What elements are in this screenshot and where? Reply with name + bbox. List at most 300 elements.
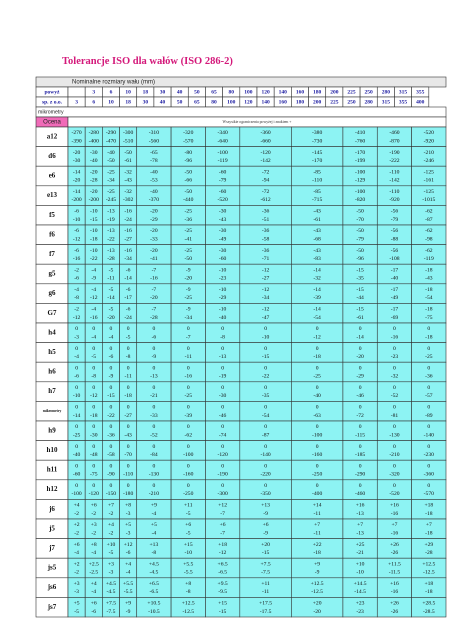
lower-deviation: -440	[183, 197, 194, 204]
lower-deviation: -90	[107, 471, 115, 478]
upper-deviation: +5	[150, 522, 157, 529]
upper-deviation: 0	[126, 345, 130, 352]
upper-deviation: 0	[186, 463, 190, 470]
range-over-value: 355	[416, 89, 425, 96]
upper-deviation: 0	[109, 365, 113, 372]
upper-deviation: -10	[90, 208, 98, 215]
lower-deviation: -18	[425, 589, 433, 596]
lower-deviation: -16	[390, 589, 399, 596]
lower-deviation: -210	[389, 451, 400, 458]
upto-label: sp. z o.o.	[41, 99, 63, 106]
upper-deviation: +4	[107, 522, 114, 529]
upper-deviation: -10	[218, 306, 227, 313]
lower-deviation: -54	[313, 314, 321, 321]
lower-deviation: -140	[423, 432, 434, 439]
upper-deviation: -62	[425, 208, 433, 215]
lower-deviation: -36	[184, 216, 193, 223]
upper-deviation: -32	[124, 169, 132, 176]
upper-deviation: 0	[152, 463, 156, 470]
lower-deviation: -15	[107, 393, 115, 400]
lower-deviation: -25	[313, 373, 321, 380]
range-upto-value: 355	[398, 99, 408, 106]
lower-deviation: -28.5	[422, 608, 435, 615]
upper-deviation: +26	[390, 600, 399, 607]
upper-deviation: -50	[356, 247, 364, 254]
lower-deviation: -9.5	[218, 589, 228, 596]
upper-deviation: +14.5	[353, 580, 367, 587]
upper-deviation: 0	[358, 404, 362, 411]
grade-label: f5	[49, 210, 55, 219]
lower-deviation: -53	[150, 177, 158, 184]
range-upto-value: 65	[194, 99, 200, 106]
grade-label: g6	[48, 289, 56, 298]
lower-deviation: -302	[123, 197, 134, 204]
grade-label: d6	[48, 152, 56, 161]
lower-deviation: -51	[261, 216, 270, 223]
upper-deviation: 0	[264, 345, 267, 352]
lower-deviation: -30	[72, 157, 81, 164]
upper-deviation: 0	[221, 463, 225, 470]
lower-deviation: -9	[263, 510, 268, 517]
lower-deviation: -142	[260, 157, 271, 164]
lower-deviation: -29	[150, 216, 158, 223]
upper-deviation: -50	[124, 149, 132, 156]
lower-deviation: -23	[356, 608, 364, 615]
upper-deviation: -7	[151, 267, 157, 274]
lower-deviation: -50	[184, 255, 193, 262]
upper-deviation: -30	[218, 208, 227, 215]
grade-label: G7	[47, 308, 57, 317]
grade-label: j6	[49, 504, 55, 513]
upper-deviation: 0	[393, 345, 396, 352]
upper-deviation: +9.5	[217, 580, 228, 587]
upper-deviation: 0	[221, 326, 225, 333]
upper-deviation: 0	[75, 443, 78, 450]
upper-deviation: 0	[393, 463, 396, 470]
upper-deviation: +12	[218, 502, 228, 509]
upper-deviation: 0	[126, 443, 130, 450]
upper-deviation: +2	[73, 522, 80, 529]
lower-deviation: -100	[71, 491, 82, 498]
upper-deviation: 0	[126, 384, 130, 391]
upper-deviation: -210	[423, 149, 434, 156]
upper-deviation: -520	[423, 130, 434, 137]
lower-deviation: -15	[261, 353, 270, 360]
upper-deviation: -7	[151, 286, 157, 293]
lower-deviation: -25	[184, 393, 193, 400]
range-upto-value: 225	[330, 99, 339, 106]
upper-deviation: +8	[125, 502, 132, 509]
lower-deviation: -34	[124, 255, 132, 262]
lower-deviation: -12.5	[311, 589, 323, 596]
grade-label: f6	[49, 230, 55, 239]
upper-deviation: -32	[124, 188, 132, 195]
lower-deviation: -4	[91, 549, 97, 556]
range-over-value: 225	[347, 89, 356, 96]
over-label: powyż	[44, 89, 60, 96]
lower-deviation: -9	[125, 608, 131, 615]
lower-deviation: -58	[107, 451, 115, 458]
lower-deviation: -120	[88, 491, 99, 498]
lower-deviation: -1015	[422, 197, 436, 204]
upper-deviation: -9	[185, 267, 191, 274]
lower-deviation: -84	[150, 451, 158, 458]
range-upto-value: 50	[176, 99, 183, 106]
upper-deviation: 0	[264, 463, 267, 470]
lower-deviation: -520	[217, 197, 228, 204]
upper-deviation: 0	[152, 345, 156, 352]
lower-deviation: -2	[74, 569, 79, 576]
lower-deviation: -66	[184, 177, 193, 184]
upper-deviation: -5	[108, 267, 114, 274]
grade-label: g5	[48, 269, 56, 278]
lower-deviation: -9	[108, 373, 114, 380]
grade-label: e6	[48, 171, 56, 180]
range-over-value: 280	[381, 89, 390, 96]
lower-deviation: -27	[261, 275, 270, 282]
upper-deviation: 0	[75, 384, 78, 391]
lower-deviation: -16	[72, 255, 81, 262]
lower-deviation: -60	[218, 255, 227, 262]
range-upto-value: 200	[313, 99, 322, 106]
lower-deviation: -22	[107, 412, 115, 419]
upper-deviation: 0	[92, 345, 96, 352]
lower-deviation: -108	[389, 255, 400, 262]
upper-deviation: 0	[109, 404, 113, 411]
upper-deviation: 0	[427, 463, 431, 470]
upper-deviation: +15	[183, 541, 193, 548]
upper-deviation: 0	[186, 443, 190, 450]
range-over-value: 40	[176, 89, 183, 96]
upper-deviation: +2.5	[88, 561, 99, 568]
lower-deviation: -11	[313, 530, 321, 537]
lower-deviation: -12	[218, 549, 227, 556]
upper-deviation: 0	[393, 326, 396, 333]
upper-deviation: -6	[125, 267, 131, 274]
lower-deviation: -68	[313, 236, 321, 243]
lower-deviation: -40	[72, 451, 81, 458]
lower-deviation: -4.5	[106, 589, 116, 596]
lower-deviation: -320	[389, 471, 400, 478]
upper-deviation: +7.5	[105, 600, 117, 607]
upper-deviation: -100	[354, 188, 366, 195]
upper-deviation: +4	[90, 580, 97, 587]
document-title: Tolerancje ISO dla wałów (ISO 286-2)	[62, 56, 233, 67]
upper-deviation: 0	[92, 463, 96, 470]
lower-deviation: -24	[124, 314, 132, 321]
upper-deviation: -36	[261, 247, 270, 254]
upper-deviation: 0	[427, 365, 431, 372]
upper-deviation: 0	[427, 443, 431, 450]
lower-deviation: -10	[72, 393, 81, 400]
upper-deviation: +7	[425, 522, 432, 529]
lower-deviation: -5	[185, 510, 191, 517]
upper-deviation: 0	[315, 345, 319, 352]
upper-deviation: 0	[75, 424, 78, 431]
upper-deviation: +17.5	[259, 600, 273, 607]
upper-deviation: +6	[90, 600, 97, 607]
range-upto-value: 180	[295, 99, 305, 106]
upper-deviation: +5	[73, 600, 80, 607]
lower-deviation: -5	[91, 353, 97, 360]
lower-deviation: -14	[124, 275, 132, 282]
lower-deviation: -62	[184, 432, 193, 439]
lower-deviation: -27	[124, 236, 132, 243]
upper-deviation: +28.5	[422, 600, 436, 607]
upper-deviation: -30	[90, 149, 98, 156]
upper-deviation: 0	[109, 482, 113, 489]
lower-deviation: -17	[124, 295, 132, 302]
upper-deviation: -5	[108, 286, 114, 293]
upper-deviation: 0	[109, 463, 113, 470]
upper-deviation: 0	[315, 384, 319, 391]
lower-deviation: -18	[124, 393, 132, 400]
upper-deviation: 0	[358, 326, 362, 333]
upper-deviation: -15	[356, 286, 364, 293]
lower-deviation: -11	[124, 373, 132, 380]
upper-deviation: +6	[185, 522, 192, 529]
lower-deviation: -11	[313, 510, 321, 517]
upper-deviation: +9	[125, 600, 132, 607]
upper-deviation: +6.5	[148, 580, 159, 587]
upper-deviation: -16	[124, 247, 132, 254]
upper-deviation: +6	[90, 502, 97, 509]
upper-deviation: -17	[390, 306, 399, 313]
upper-deviation: +16	[390, 580, 399, 587]
upper-deviation: -40	[150, 188, 158, 195]
lower-deviation: -520	[389, 491, 400, 498]
upper-deviation: +5	[125, 522, 132, 529]
lower-deviation: -2	[91, 510, 97, 517]
lower-deviation: -20	[184, 275, 193, 282]
upper-deviation: -72	[261, 188, 270, 195]
upper-deviation: 0	[186, 345, 190, 352]
lower-deviation: -33	[150, 236, 158, 243]
range-upto-value: 3	[75, 99, 78, 106]
upper-deviation: -9	[185, 306, 191, 313]
lower-deviation: -79	[390, 216, 399, 223]
class-header-label: Ocena	[43, 119, 61, 126]
lower-deviation: -98	[425, 236, 433, 243]
upper-deviation: -15	[356, 267, 364, 274]
upper-deviation: -50	[184, 188, 193, 195]
lower-deviation: -61	[313, 216, 321, 223]
range-upto-value: 40	[159, 99, 166, 106]
lower-deviation: -161	[423, 177, 434, 184]
lower-deviation: -18	[425, 334, 433, 341]
lower-deviation: -74	[218, 432, 227, 439]
lower-deviation: -28	[425, 549, 433, 556]
lower-deviation: -820	[354, 197, 366, 204]
lower-deviation: -6.5	[149, 589, 159, 596]
lower-deviation: -4	[74, 353, 79, 360]
upper-deviation: +18	[424, 580, 434, 587]
units-row	[36, 107, 446, 117]
lower-deviation: -140	[260, 451, 271, 458]
lower-deviation: -34	[184, 314, 193, 321]
upper-deviation: +6.5	[217, 561, 228, 568]
range-over-value: 18	[142, 89, 149, 96]
upper-deviation: -20	[150, 208, 158, 215]
upper-deviation: -15	[356, 306, 364, 313]
upper-deviation: 0	[221, 345, 225, 352]
grade-label: h10	[46, 446, 58, 455]
upper-deviation: 0	[126, 482, 130, 489]
upper-deviation: -410	[354, 130, 366, 137]
upper-deviation: 0	[427, 482, 431, 489]
lower-deviation: -300	[217, 491, 228, 498]
lower-deviation: -63	[313, 412, 321, 419]
lower-deviation: -75	[425, 314, 433, 321]
upper-deviation: +15	[218, 600, 228, 607]
range-upto-value: 315	[381, 99, 390, 106]
lower-deviation: -39	[313, 295, 321, 302]
upper-deviation: -4	[91, 267, 97, 274]
upper-deviation: 0	[75, 326, 78, 333]
lower-deviation: -11	[107, 275, 115, 282]
grade-label: e13	[46, 191, 58, 200]
upper-deviation: -170	[354, 149, 366, 156]
lower-deviation: -43	[425, 275, 433, 282]
upper-deviation: -20	[150, 228, 158, 235]
upper-deviation: +26	[390, 541, 399, 548]
upper-deviation: -36	[261, 208, 270, 215]
lower-deviation: -58	[261, 236, 270, 243]
lower-deviation: -16	[390, 530, 399, 537]
upper-deviation: 0	[92, 384, 96, 391]
lower-deviation: -22	[107, 236, 115, 243]
upper-deviation: -14	[72, 188, 81, 195]
upper-deviation: -30	[218, 247, 227, 254]
lower-deviation: -40	[313, 393, 321, 400]
lower-deviation: -12	[90, 295, 98, 302]
upper-deviation: -2	[74, 267, 79, 274]
lower-deviation: -35	[261, 393, 270, 400]
upper-deviation: -40	[107, 149, 115, 156]
lower-deviation: -96	[356, 255, 364, 262]
lower-deviation: -94	[261, 177, 270, 184]
upper-deviation: 0	[264, 424, 267, 431]
upper-deviation: -12	[261, 267, 270, 274]
lower-deviation: -12	[313, 334, 321, 341]
lower-deviation: -760	[354, 138, 366, 145]
upper-deviation: -62	[425, 247, 433, 254]
upper-deviation: +18	[424, 502, 434, 509]
lower-deviation: -14	[72, 412, 81, 419]
lower-deviation: -10	[184, 549, 193, 556]
lower-deviation: -15	[261, 549, 270, 556]
lower-deviation: -222	[389, 157, 400, 164]
lower-deviation: -14	[356, 334, 364, 341]
lower-deviation: -210	[148, 491, 160, 498]
range-upto-value: 280	[364, 99, 373, 106]
grade-label: a12	[46, 132, 58, 141]
lower-deviation: -470	[105, 138, 117, 145]
lower-deviation: -81	[390, 412, 399, 419]
upper-deviation: -110	[389, 169, 400, 176]
lower-deviation: -10.5	[148, 608, 160, 615]
upper-deviation: +4.5	[148, 561, 159, 568]
lower-deviation: -8	[151, 549, 157, 556]
lower-deviation: -6	[74, 373, 79, 380]
upper-deviation: -10	[90, 247, 98, 254]
upper-deviation: 0	[358, 384, 362, 391]
upper-deviation: +29	[424, 541, 434, 548]
range-upto-value: 80	[211, 99, 217, 106]
lower-deviation: -11.5	[388, 569, 401, 576]
lower-deviation: -83	[313, 255, 321, 262]
lower-deviation: -200	[71, 197, 82, 204]
upper-deviation: +8	[90, 541, 97, 548]
upper-deviation: -280	[88, 130, 99, 137]
grade-label: mikrometry	[42, 409, 62, 414]
lower-deviation: -920	[423, 138, 434, 145]
upper-deviation: -60	[218, 169, 227, 176]
lower-deviation: -290	[354, 471, 366, 478]
upper-deviation: -310	[148, 130, 160, 137]
lower-deviation: -46	[356, 393, 364, 400]
lower-deviation: -129	[354, 177, 366, 184]
upper-deviation: -65	[150, 149, 158, 156]
lower-deviation: -89	[425, 412, 433, 419]
range-upto-value: 100	[227, 99, 236, 106]
upper-deviation: 0	[427, 326, 431, 333]
upper-deviation: +4.5	[105, 580, 117, 587]
lower-deviation: -17.5	[259, 608, 272, 615]
lower-deviation: -24	[124, 216, 132, 223]
upper-deviation: -360	[260, 130, 271, 137]
upper-deviation: +7	[357, 522, 364, 529]
upper-deviation: -10	[218, 286, 227, 293]
lower-deviation: -72	[356, 412, 364, 419]
upper-deviation: -20	[150, 247, 158, 254]
upper-deviation: -25	[184, 228, 193, 235]
lower-deviation: -57	[425, 393, 433, 400]
upper-deviation: -125	[423, 188, 434, 195]
lower-deviation: -560	[148, 138, 160, 145]
lower-deviation: -20	[72, 177, 81, 184]
upper-deviation: +5.5	[123, 580, 134, 587]
lower-deviation: -8	[220, 334, 225, 341]
upper-deviation: -62	[425, 228, 433, 235]
lower-deviation: -79	[218, 177, 227, 184]
lower-deviation: -41	[184, 236, 193, 243]
range-over-value: 3	[92, 89, 96, 96]
lower-deviation: -40	[90, 157, 98, 164]
lower-deviation: -5.5	[123, 589, 133, 596]
lower-deviation: -47	[261, 314, 270, 321]
upper-deviation: +4	[73, 502, 80, 509]
lower-deviation: -36	[425, 373, 433, 380]
lower-deviation: -39	[184, 412, 193, 419]
lower-deviation: -13	[356, 530, 364, 537]
upper-deviation: 0	[109, 424, 113, 431]
upper-deviation: 0	[358, 345, 362, 352]
upper-deviation: -340	[217, 130, 228, 137]
lower-deviation: -88	[390, 236, 399, 243]
upper-deviation: 0	[92, 443, 96, 450]
lower-deviation: -20	[150, 295, 158, 302]
grade-label: f7	[49, 250, 55, 259]
upper-deviation: -460	[389, 130, 400, 137]
upper-deviation: +22	[312, 541, 322, 548]
upper-deviation: 0	[315, 404, 319, 411]
upper-deviation: -56	[390, 228, 399, 235]
upper-deviation: +3	[90, 522, 97, 529]
upper-deviation: -17	[390, 267, 399, 274]
upper-deviation: 0	[221, 365, 225, 372]
upper-deviation: 0	[75, 345, 78, 352]
